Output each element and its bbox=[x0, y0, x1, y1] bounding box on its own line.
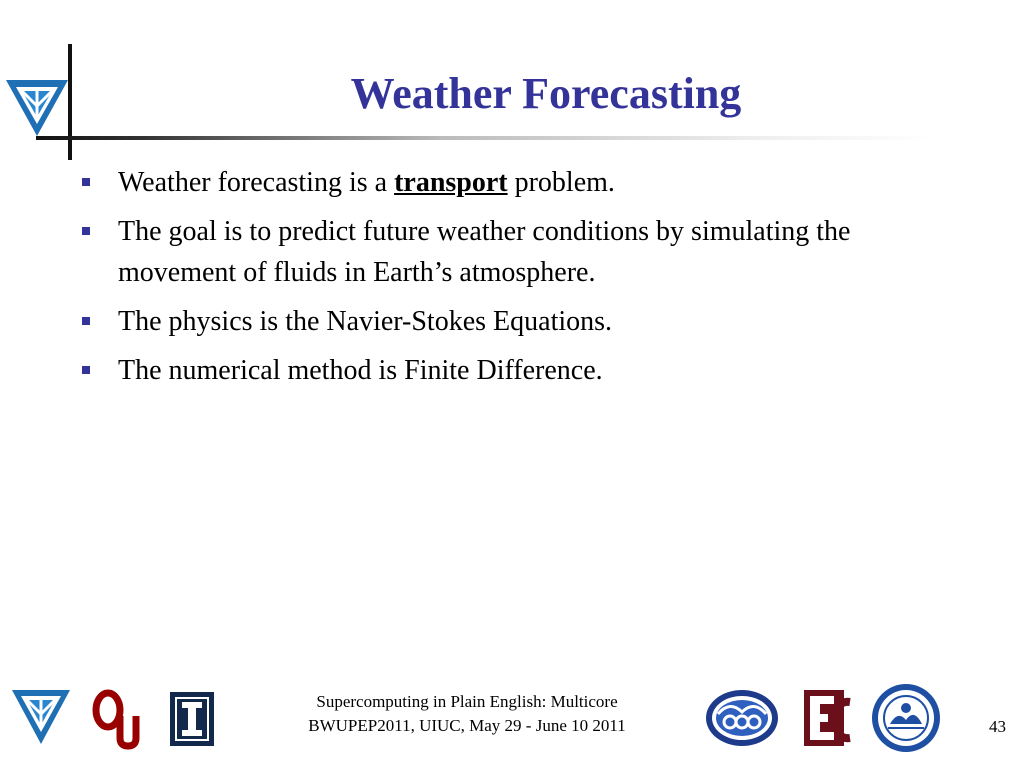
bullet-text-before: Weather forecasting is a bbox=[118, 167, 395, 198]
bullet-item bbox=[80, 162, 960, 203]
bullet-item bbox=[80, 350, 960, 391]
bullet-emphasis: transport bbox=[394, 167, 508, 198]
footer-left-logos bbox=[10, 686, 230, 750]
bullet-list bbox=[80, 162, 960, 399]
footer-right-logos bbox=[704, 680, 944, 756]
page-number: 43 bbox=[989, 717, 1006, 736]
ccc-logo-icon bbox=[706, 690, 778, 746]
triangle-logo-icon bbox=[12, 690, 70, 744]
title-underline-rule bbox=[36, 136, 936, 140]
bullet-text: The physics is the Navier-Stokes Equations. bbox=[118, 306, 613, 337]
bullet-text: The goal is to predict future weather conditions by simulating the movement of fluids in Earth’s atmosphere. bbox=[118, 216, 851, 288]
footer-line-2: BWUPEP2011, UIUC, May 29 - June 10 2011 bbox=[308, 716, 626, 735]
bullet-text-after: problem. bbox=[507, 167, 615, 198]
bullet-square-icon bbox=[82, 178, 90, 186]
ou-logo-icon bbox=[96, 693, 136, 746]
slide-title: Weather Forecasting bbox=[350, 69, 742, 118]
triangle-logo-icon bbox=[4, 76, 70, 138]
bullet-square-icon bbox=[82, 227, 90, 235]
bullet-square-icon bbox=[82, 366, 90, 374]
ec-logo-icon bbox=[804, 690, 850, 746]
footer-line-1: Supercomputing in Plain English: Multicore bbox=[316, 692, 618, 711]
bullet-square-icon bbox=[82, 317, 90, 325]
illinois-logo-icon bbox=[170, 692, 214, 746]
footer-text bbox=[262, 690, 672, 738]
bullet-item bbox=[80, 301, 960, 342]
bullet-item bbox=[80, 211, 960, 293]
university-seal-logo-icon bbox=[872, 684, 940, 752]
bullet-text: The numerical method is Finite Difference. bbox=[118, 355, 603, 386]
